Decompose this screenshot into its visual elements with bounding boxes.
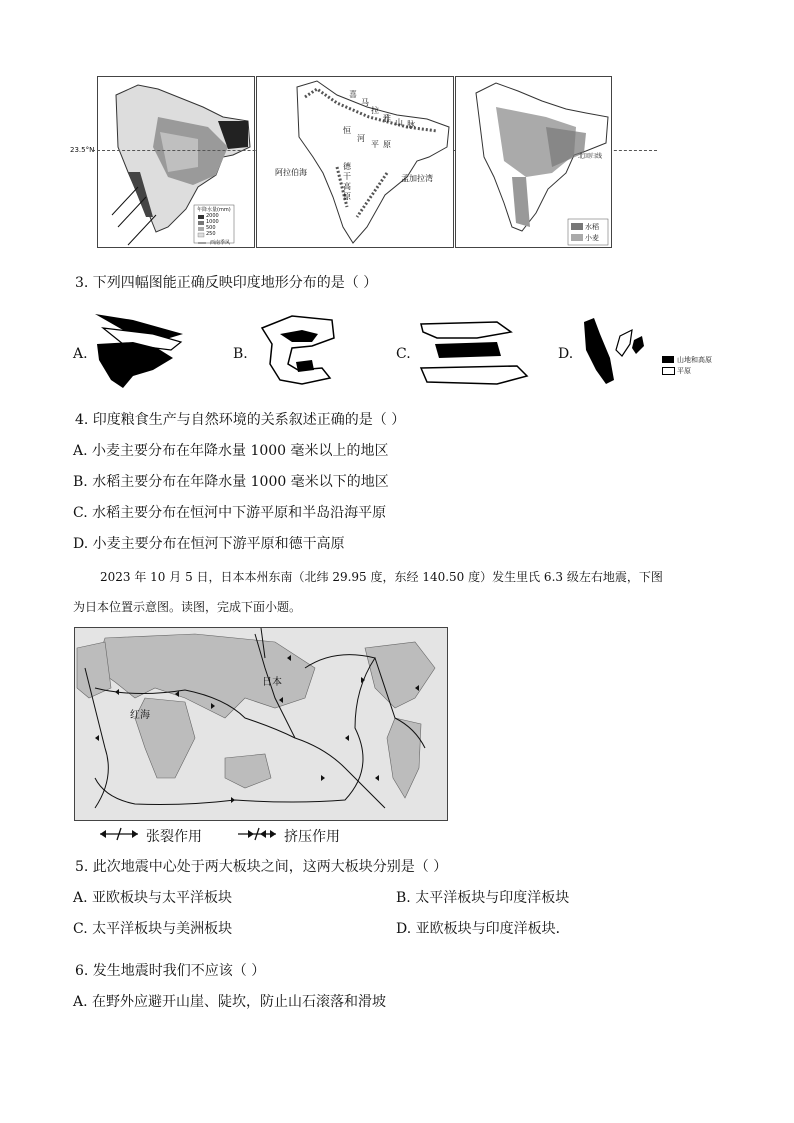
legend-mountain-swatch: [662, 356, 674, 363]
q5-option-c[interactable]: C. 太平洋板块与美洲板块: [73, 921, 233, 937]
precip-legend-250: 250: [206, 231, 216, 237]
q3-option-c-label[interactable]: C.: [396, 346, 411, 362]
label-la: 拉: [371, 106, 379, 115]
q3-option-a-figure[interactable]: [93, 310, 193, 390]
label-gao: 高: [343, 182, 351, 191]
q4-option-c[interactable]: C. 水稻主要分布在恒河中下游平原和半岛沿海平原: [73, 505, 387, 521]
q5-option-d[interactable]: D. 亚欧板块与印度洋板块．: [396, 921, 570, 937]
label-heng: 恒: [343, 126, 351, 135]
label-he: 河: [357, 134, 365, 143]
label-ping: 平: [371, 140, 379, 149]
japan-label: 日本: [262, 677, 282, 688]
q6-stem: 6. 发生地震时我们不应该（ ）: [75, 963, 266, 979]
split-legend-label: 张裂作用: [146, 829, 202, 845]
label-ya: 雅: [383, 114, 391, 123]
plate-map-graphic: [75, 628, 447, 820]
q5-option-b[interactable]: B. 太平洋板块与印度洋板块: [396, 890, 570, 906]
precip-legend-title: 年降水量(mm): [197, 207, 231, 213]
q3-option-c-figure[interactable]: [417, 318, 532, 388]
passage-line-2: 为日本位置示意图。读图，完成下面小题。: [73, 600, 302, 614]
q4-stem: 4. 印度粮食生产与自然环境的关系叙述正确的是（ ）: [75, 412, 406, 428]
label-de: 德: [343, 162, 351, 171]
label-mai: 脉: [407, 120, 415, 129]
q3-option-d-label[interactable]: D.: [558, 346, 574, 362]
crop-map: [455, 76, 612, 248]
tropic-label: 北回归线: [578, 153, 603, 160]
q3-stem: 3. 下列四幅图能正确反映印度地形分布的是（ ）: [75, 275, 378, 291]
terrain-map: [256, 76, 454, 248]
q4-option-b[interactable]: B. 水稻主要分布在年降水量 1000 毫米以下的地区: [73, 474, 389, 490]
label-gan: 干: [343, 172, 351, 181]
label-bay-of-bengal: 孟加拉湾: [401, 174, 433, 183]
label-ma: 马: [361, 98, 369, 107]
q4-option-d[interactable]: D. 小麦主要分布在恒河下游平原和德干高原: [73, 536, 345, 552]
label-yuan2: 原: [343, 192, 351, 201]
monsoon-label: 西南季风: [210, 240, 231, 246]
precipitation-map: [97, 76, 255, 248]
precip-legend-500: 500: [206, 225, 216, 231]
q6-option-a[interactable]: A. 在野外应避开山崖、陡坎，防止山石滚落和滑坡: [73, 994, 387, 1010]
label-arabian-sea: 阿拉伯海: [275, 168, 307, 177]
passage-line-1: 2023 年 10 月 5 日，日本本州东南（北纬 29.95 度，东经 140.50 度）发生里氏 6.3 级左右地震，下图: [100, 570, 663, 584]
label-shan: 山: [395, 118, 403, 127]
label-yuan: 原: [383, 140, 391, 149]
label-xi: 喜: [349, 90, 357, 99]
precip-legend-2000: 2000: [206, 213, 219, 219]
q3-option-d-figure[interactable]: [576, 314, 656, 384]
wheat-legend: 小麦: [585, 234, 599, 242]
red-sea-label: 红海: [130, 710, 150, 721]
q5-option-a[interactable]: A. 亚欧板块与太平洋板块: [73, 890, 233, 906]
q5-stem: 5. 此次地震中心处于两大板块之间，这两大板块分别是（ ）: [75, 859, 448, 875]
q4-option-a[interactable]: A. 小麦主要分布在年降水量 1000 毫米以上的地区: [73, 443, 389, 459]
legend-mountain-label: 山地和高原: [677, 356, 712, 364]
precip-legend-1000: 1000: [206, 219, 219, 225]
legend-plain-label: 平原: [677, 367, 691, 375]
rice-legend: 水稻: [585, 223, 599, 231]
split-arrow-icon: [98, 826, 140, 842]
latitude-label: 23.5°N: [70, 146, 95, 154]
terrain-map-graphic: [257, 77, 453, 247]
q3-option-b-figure[interactable]: [252, 308, 342, 388]
precipitation-map-graphic: [98, 77, 254, 247]
squeeze-legend-label: 挤压作用: [284, 829, 340, 845]
squeeze-arrow-icon: [236, 826, 278, 842]
world-plate-map: [74, 627, 448, 821]
q3-option-b-label[interactable]: B.: [233, 346, 248, 362]
legend-plain-swatch: [662, 367, 675, 375]
q3-option-a-label[interactable]: A.: [73, 346, 88, 362]
